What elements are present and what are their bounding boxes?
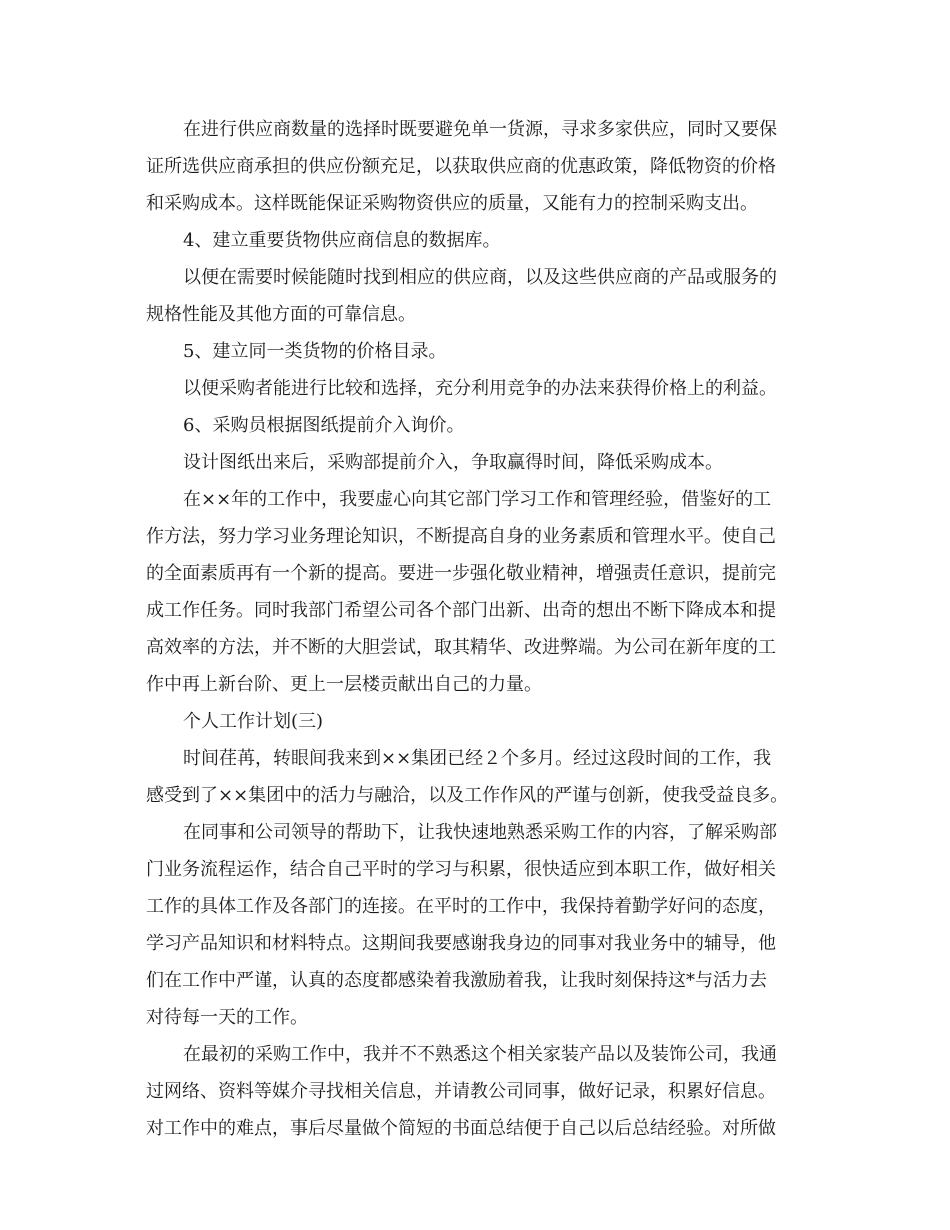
text-line: 在最初的采购工作中，我并不不熟悉这个相关家装产品以及装饰公司，我通	[183, 1044, 777, 1065]
text-line: 在同事和公司领导的帮助下，让我快速地熟悉采购工作的内容，了解采购部	[183, 822, 777, 843]
list-heading: 5、建立同一类货物的价格目录。	[183, 341, 447, 362]
text-line: 对工作中的难点，事后尽量做个简短的书面总结便于自己以后总结经验。对所做	[146, 1118, 776, 1139]
text-line: 以便采购者能进行比较和选择，充分利用竞争的办法来获得价格上的利益。	[183, 378, 777, 399]
text-line: 过网络、资料等媒介寻找相关信息，并请教公司同事，做好记录，积累好信息。	[146, 1081, 776, 1102]
text-line: 工作的具体工作及各部门的连接。在平时的工作中，我保持着勤学好问的态度，	[146, 896, 776, 917]
text-line: 和采购成本。这样既能保证采购物资供应的质量，又能有力的控制采购支出。	[146, 193, 758, 214]
list-heading: 6、采购员根据图纸提前介入询价。	[183, 415, 465, 436]
text-line: 感受到了××集团中的活力与融洽，以及工作作风的严谨与创新，使我受益良多。	[146, 785, 789, 806]
text-line: 的全面素质再有一个新的提高。要进一步强化敬业精神，增强责任意识，提前完	[146, 563, 776, 584]
text-line: 作中再上新台阶、更上一层楼贡献出自己的力量。	[146, 674, 542, 695]
text-line: 在××年的工作中，我要虚心向其它部门学习工作和管理经验，借鉴好的工	[183, 489, 772, 510]
text-line: 证所选供应商承担的供应份额充足，以获取供应商的优惠政策，降低物资的价格	[146, 156, 776, 177]
text-line: 在进行供应商数量的选择时既要避免单一货源，寻求多家供应，同时又要保	[183, 119, 777, 140]
text-line: 以便在需要时候能随时找到相应的供应商，以及这些供应商的产品或服务的	[183, 267, 777, 288]
list-heading: 4、建立重要货物供应商信息的数据库。	[183, 230, 501, 251]
text-line: 学习产品知识和材料特点。这期间我要感谢我身边的同事对我业务中的辅导，他	[146, 933, 776, 954]
text-line: 们在工作中严谨，认真的态度都感染着我激励着我，让我时刻保持这*与活力去	[146, 970, 767, 991]
text-line: 高效率的方法，并不断的大胆尝试，取其精华、改进弊端。为公司在新年度的工	[146, 637, 776, 658]
text-line: 对待每一天的工作。	[146, 1007, 308, 1028]
text-line: 成工作任务。同时我部门希望公司各个部门出新、出奇的想出不断下降成本和提	[146, 600, 776, 621]
text-line: 时间荏苒，转眼间我来到××集团已经２个多月。经过这段时间的工作，我	[183, 748, 772, 769]
text-line: 作方法，努力学习业务理论知识，不断提高自身的业务素质和管理水平。使自己	[146, 526, 776, 547]
text-line: 设计图纸出来后，采购部提前介入，争取赢得时间，降低采购成本。	[183, 452, 723, 473]
section-heading: 个人工作计划(三)	[183, 711, 324, 732]
text-line: 门业务流程运作，结合自己平时的学习与积累，很快适应到本职工作，做好相关	[146, 859, 776, 880]
text-line: 规格性能及其他方面的可靠信息。	[146, 304, 416, 325]
